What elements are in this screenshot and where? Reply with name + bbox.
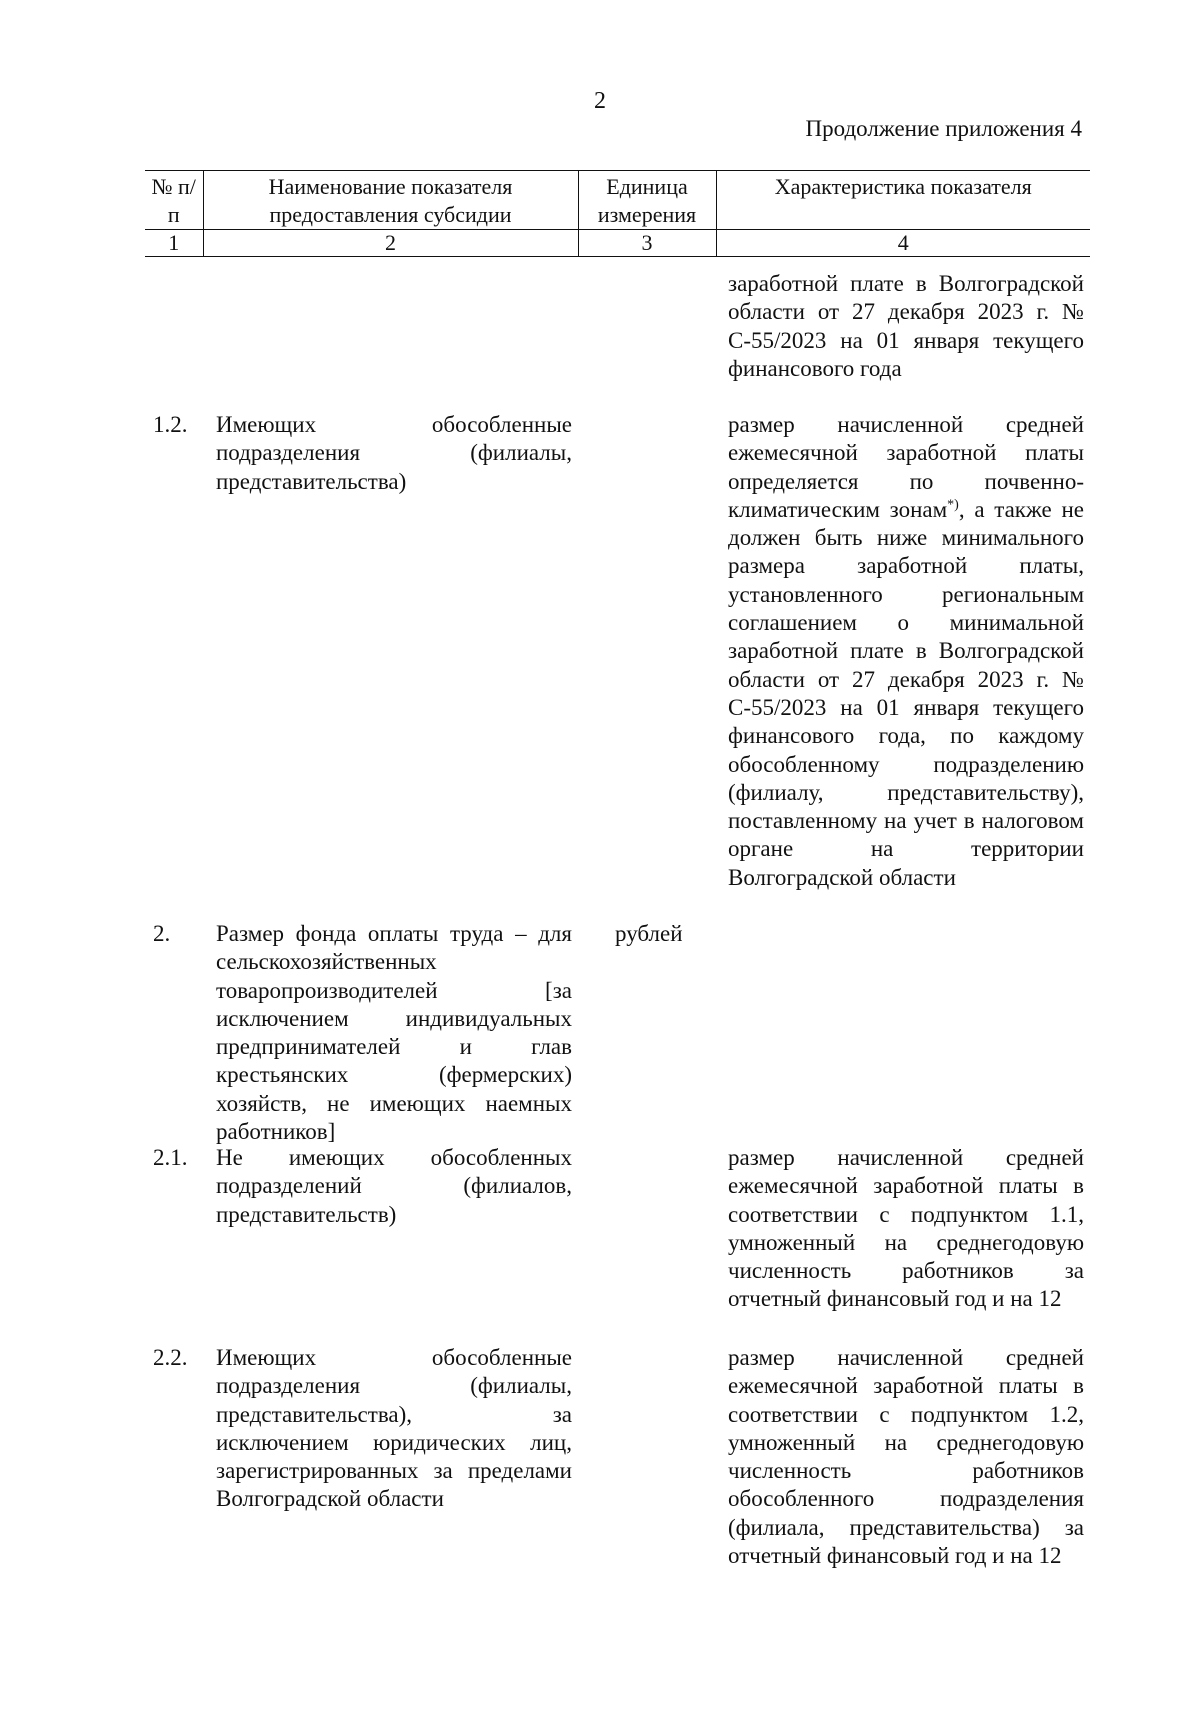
column-number-3: 3 [578,230,716,257]
header-cell-description: Характеристика показателя [716,171,1090,230]
header-cell-number: № п/п [145,171,203,230]
column-number-2: 2 [203,230,578,257]
page-number: 2 [594,88,606,114]
table-row [0,1344,1200,1574]
table-header [145,170,1090,257]
table-row [0,270,1200,380]
column-number-row [145,230,1090,257]
footnote-mark: *) [947,497,959,513]
row-description: заработной плате в Волгоградской области от 27 декабря 2023 г. № С-55/2023 на 01 января текущего финансового года [728,271,1084,381]
row-name: Не имеющих обособленных подразделений (филиалов, представительств) [216,1145,572,1227]
row-name: Имеющих обособленные подразделения (филиалы, представительства) [216,412,572,494]
row-description-text-continued: , а также не должен быть ниже минимального размера заработной платы, установленного региональным соглашением о минимальной заработной плате в Волгоградской области от 27 декабря 2023 г. № С-55/2023 на 01 января текущего финансового года, по каждому обособленному подразделению (филиалу, представительству), поставленному на учет в налоговом органе на территории Волгоградской области [728,496,1084,890]
column-number-1: 1 [145,230,203,257]
row-description-text: размер начисленной средней ежемесячной заработной платы определяется по почвенно-климатическим зонам [728,412,1084,522]
row-unit: рублей [615,921,683,946]
header-cell-name: Наименование показателя предоставления субсидии [203,171,578,230]
header-row [145,171,1090,230]
table-row [0,411,1200,891]
table-row [0,920,1200,1145]
header-cell-unit: Единица измерения [578,171,716,230]
continuation-label: Продолжение приложения 4 [805,116,1082,141]
row-number: 1.2. [153,412,188,437]
row-description [728,411,1084,892]
row-name: Имеющих обособленные подразделения (филиалы, представительства), за исключением юридических лиц, зарегистрированных за пределами Волгоградской области [216,1345,572,1512]
table-row [0,1144,1200,1314]
row-description: размер начисленной средней ежемесячной заработной платы в соответствии с подпунктом 1.1, умноженный на среднегодовую численность работников за отчетный финансовый год и на 12 [728,1145,1084,1312]
row-number: 2. [153,921,171,946]
column-number-4: 4 [716,230,1090,257]
row-number: 2.2. [153,1345,188,1370]
row-description: размер начисленной средней ежемесячной заработной платы в соответствии с подпунктом 1.2, умноженный на среднегодовую численность работников обособленного подразделения (филиала, представительства) за отчетный финансовый год и на 12 [728,1345,1084,1569]
row-number: 2.1. [153,1145,188,1170]
row-name: Размер фонда оплаты труда – для сельскохозяйственных товаропроизводителей [за исключением индивидуальных предпринимателей и глав крестьянских (фермерских) хозяйств, не имеющих наемных работников] [216,921,572,1145]
